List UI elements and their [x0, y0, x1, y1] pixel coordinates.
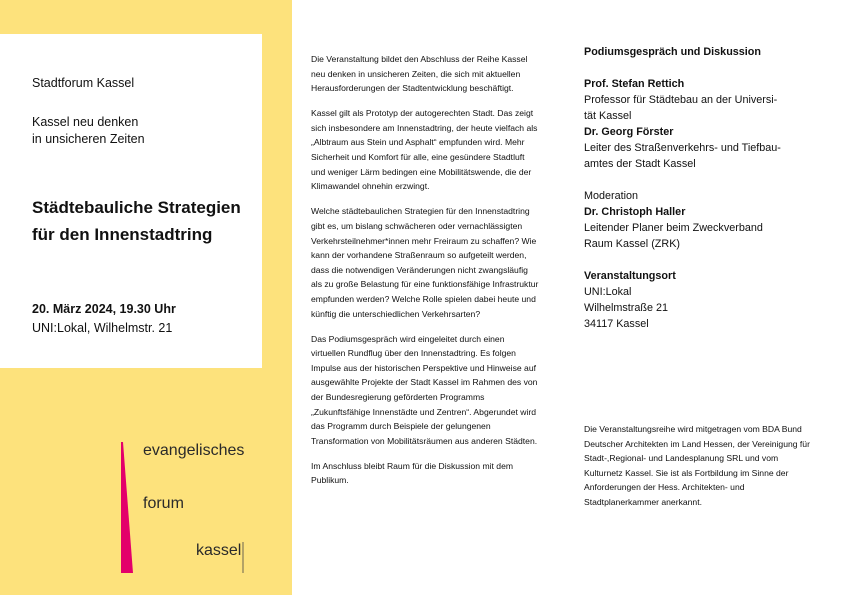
logo-word-evangelisches: evangelisches — [143, 442, 245, 459]
venue-line: UNI:Lokal — [584, 286, 632, 298]
event-place: UNI:Lokal, Wilhelmstr. 21 — [32, 321, 173, 335]
description-column — [311, 52, 539, 499]
logo-word-kassel: kassel — [196, 542, 242, 559]
moderator-name: Dr. Christoph Haller — [584, 206, 686, 218]
event-date: 20. März 2024, 19.30 Uhr — [32, 302, 176, 316]
logo-word-forum: forum — [143, 495, 184, 512]
venue-label: Veranstaltungsort — [584, 270, 676, 282]
speaker-role: amtes der Stadt Kassel — [584, 158, 696, 170]
program-heading: Podiumsgespräch und Diskussion — [584, 46, 761, 58]
series-name: Stadtforum Kassel — [32, 76, 135, 90]
venue-line: 34117 Kassel — [584, 318, 649, 330]
speaker-role: Leiter des Straßenverkehrs- und Tiefbau- — [584, 142, 781, 154]
title-card — [0, 34, 262, 368]
sponsor-footnote: Die Veranstaltungsreihe wird mitgetragen vom BDA Bund Deutscher Architekten im Land Hessen, der Vereinigung für Stadt-,Regional- und Landesplanung SRL und vom Kulturnetz Kassel. Sie ist als Fortbildung im Sinne der Anforderungen der Hess. Architekten- und Stadtplanerkammer anerkannt. — [584, 424, 810, 507]
evangelisches-forum-logo — [120, 442, 255, 574]
speaker-role: tät Kassel — [584, 110, 632, 122]
paragraph-questions: Welche städtebaulichen Strategien für den Innenstadtring gibt es, um bislang schwächeren oder vernachlässigten Verkehrsteilnehmer*innen mehr Freiraum zu schaffen? Wie kann der vorhandene Straßenraum so aufgeteilt werden, dass die notwendigen Veränderungen nicht zwangsläufig als zu große Belastung für eine funktionsfähige Infrastruktur empfunden werden? Welche Rolle spielen dabei heute und künftig die unterschiedlichen Verkehrsarten? — [311, 206, 539, 319]
speaker-name: Dr. Georg Förster — [584, 126, 674, 138]
venue-line: Wilhelmstraße 21 — [584, 302, 668, 314]
moderation-label: Moderation — [584, 190, 639, 202]
moderator-role: Raum Kassel (ZRK) — [584, 238, 680, 250]
series-subtitle: Kassel neu denken in unsicheren Zeiten — [32, 115, 145, 146]
event-title: Städtebauliche Strategien für den Innenstadtring — [32, 198, 241, 244]
speaker-role: Professor für Städtebau an der Universi- — [584, 94, 778, 106]
paragraph-discussion: Im Anschluss bleibt Raum für die Diskussion mit dem Publikum. — [311, 460, 514, 486]
paragraph-program: Das Podiumsgespräch wird eingeleitet durch einen virtuellen Rundflug über den Innenstadtring. Es folgen Impulse aus der historischen Perspektive und Hinweise auf ausgewählte Projekte der Stadt Kassel im Rahmen des von der Bundesregierung geförderten Programms „Zukunftsfähige Innenstädte und Zentren“. Abgerundet wird das Programm durch Beispiele der gelungenen Transformation von Mobilitätsräumen aus anderen Städten. — [311, 333, 538, 446]
program-details — [584, 44, 824, 332]
paragraph-context: Kassel gilt als Prototyp der autogerechten Stadt. Das zeigt sich insbesondere am Innenstadtring, der heute vielfach als „Albtraum aus Stein und Asphalt“ empfunden wird. Mehr Sicherheit und Komfort für alle, eine gesündere Stadtluft und weniger Lärm bedingen eine Mobilitätswende, die der Klimawandel ohnehin erzwingt. — [311, 108, 538, 192]
moderator-role: Leitender Planer beim Zweckverband — [584, 222, 763, 234]
paragraph-intro: Die Veranstaltung bildet den Abschluss der Reihe Kassel neu denken in unsicheren Zeiten, die sich mit aktuellen Herausforderungen der Stadtentwicklung beschäftigt. — [311, 54, 528, 94]
speaker-name: Prof. Stefan Rettich — [584, 78, 685, 90]
